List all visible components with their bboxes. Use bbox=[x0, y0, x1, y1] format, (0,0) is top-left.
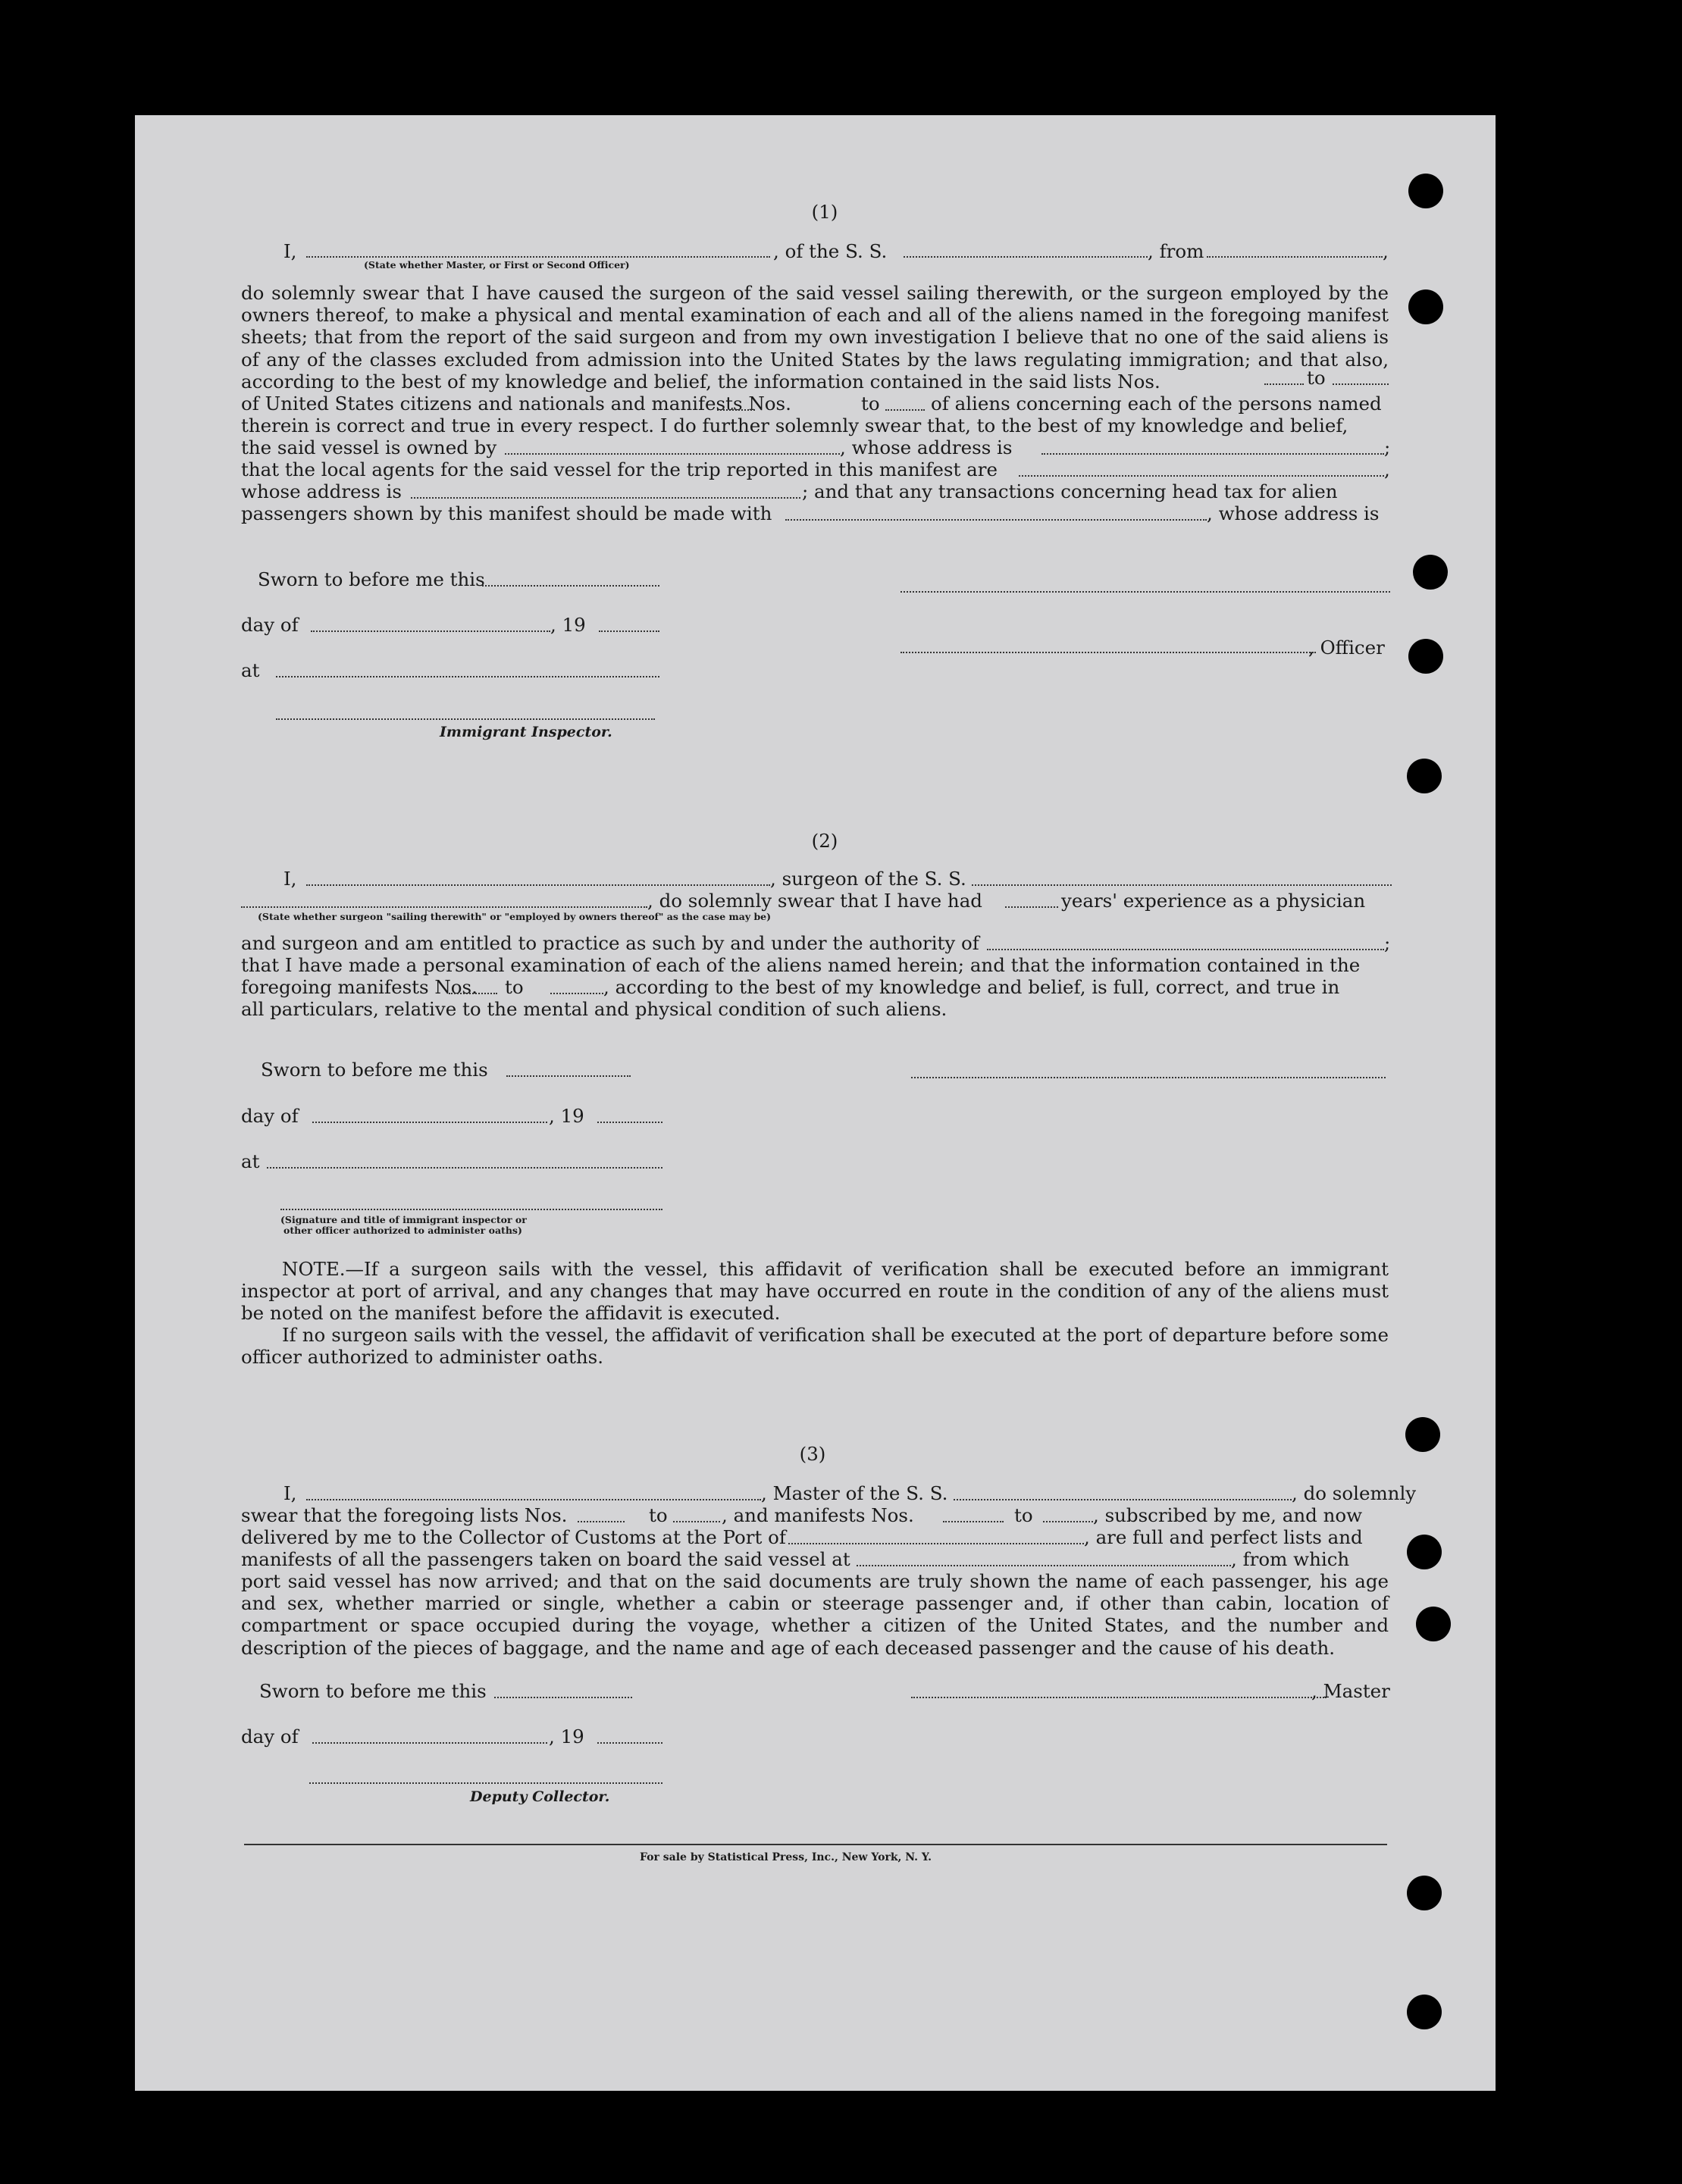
local-agents-field[interactable] bbox=[1019, 475, 1384, 477]
surgeon-vessel-field[interactable] bbox=[972, 884, 1392, 886]
semicolon: ; bbox=[1384, 436, 1391, 458]
from-port-field[interactable] bbox=[1207, 256, 1383, 258]
at-place-field-2[interactable] bbox=[267, 1167, 662, 1169]
label-of-ss: , of the S. S. bbox=[773, 240, 888, 262]
head-tax-contact-field[interactable] bbox=[785, 519, 1207, 521]
binder-hole bbox=[1408, 174, 1443, 208]
do-solemnly-text: , do solemnly bbox=[1292, 1482, 1417, 1504]
local-agents-label: that the local agents for the said vessel for the trip reported in this manifest are bbox=[241, 458, 998, 480]
label-to-4: to bbox=[649, 1504, 668, 1526]
years-experience-text: years' experience as a physician bbox=[1061, 890, 1366, 912]
master-vessel-field[interactable] bbox=[954, 1499, 1292, 1500]
year-field-2[interactable] bbox=[597, 1122, 662, 1123]
port-field[interactable] bbox=[788, 1543, 1084, 1544]
master-label: , Master bbox=[1311, 1680, 1390, 1702]
manifests-from-field[interactable] bbox=[717, 409, 755, 411]
manifests-of-label: manifests of all the passengers taken on board the said vessel at bbox=[241, 1548, 850, 1570]
comma-2: , bbox=[1384, 458, 1390, 480]
signature-hint-2: other officer authorized to administer oaths) bbox=[283, 1225, 522, 1236]
section-2-heading: (2) bbox=[811, 830, 838, 852]
binder-hole bbox=[1416, 1607, 1451, 1641]
subscribed-text: , subscribed by me, and now bbox=[1093, 1504, 1363, 1526]
head-tax-text: ; and that any transactions concerning head tax for alien bbox=[802, 480, 1338, 502]
swear-experience-text: , do solemnly swear that I have had bbox=[647, 890, 982, 912]
section-3-heading: (3) bbox=[799, 1443, 826, 1465]
officer-label: , Officer bbox=[1308, 637, 1385, 659]
at-label-1: at bbox=[241, 659, 260, 681]
lists-to-field[interactable] bbox=[1333, 383, 1389, 385]
officer-name-field[interactable] bbox=[306, 256, 770, 258]
label-i-3: I, bbox=[283, 1482, 297, 1504]
master-signature-field[interactable] bbox=[911, 1697, 1326, 1698]
owner-field[interactable] bbox=[505, 453, 840, 455]
authority-label: and surgeon and am entitled to practice as such by and under the authority of bbox=[241, 932, 979, 954]
oath-paragraph-1: do solemnly swear that I have caused the surgeon of the said vessel sailing therewith, or the surgeon employed by the owners thereof, to make a physical and mental examination of each and all of the aliens named in the foregoing manifest sheets; that from the report of the said surgeon and from my own investigation I believe that no one of the said aliens is of any of the classes excluded from admission into the United States by the laws regulating immigration; and that also, according to the best of my knowledge and belief, the information contained in the said lists Nos. bbox=[241, 282, 1389, 393]
master-manifests-from[interactable] bbox=[943, 1521, 1004, 1522]
day-of-label-2: day of bbox=[241, 1105, 299, 1127]
label-i-2: I, bbox=[283, 868, 297, 890]
day-of-label-3: day of bbox=[241, 1726, 299, 1748]
boarding-port-field[interactable] bbox=[857, 1565, 1231, 1566]
according-text: , according to the best of my knowledge and belief, is full, correct, and true in bbox=[603, 976, 1340, 998]
master-lists-from[interactable] bbox=[578, 1521, 625, 1522]
binder-hole bbox=[1407, 1535, 1442, 1569]
at-label-2: at bbox=[241, 1150, 260, 1172]
authority-field[interactable] bbox=[987, 949, 1384, 950]
year-label-1: , 19 bbox=[550, 614, 586, 636]
binder-hole bbox=[1407, 759, 1442, 793]
master-manifests-to[interactable] bbox=[1043, 1521, 1093, 1522]
binder-hole bbox=[1407, 1995, 1442, 2029]
manifests-to-field[interactable] bbox=[885, 409, 925, 411]
day-of-field-3[interactable] bbox=[312, 1742, 547, 1744]
day-of-field-2[interactable] bbox=[312, 1122, 547, 1123]
label-to: to bbox=[1307, 367, 1326, 389]
citizens-manifests-label: of United States citizens and nationals and manifests Nos. bbox=[241, 393, 791, 415]
foregoing-label: foregoing manifests Nos. bbox=[241, 976, 478, 998]
officer-rank-hint: (State whether Master, or First or Second Officer) bbox=[364, 259, 630, 271]
sworn-label-1: Sworn to before me this bbox=[258, 568, 485, 590]
owned-by-label: the said vessel is owned by bbox=[241, 436, 497, 458]
aliens-concerning-text: of aliens concerning each of the persons named bbox=[931, 393, 1382, 415]
surgeon-manifests-from[interactable] bbox=[449, 993, 497, 994]
immigrant-inspector-label: Immigrant Inspector. bbox=[440, 724, 612, 740]
sworn-date-field-3[interactable] bbox=[494, 1697, 632, 1698]
deputy-collector-label: Deputy Collector. bbox=[470, 1788, 610, 1805]
sworn-date-field-1[interactable] bbox=[482, 585, 659, 587]
year-field-1[interactable] bbox=[599, 630, 659, 632]
agent-address-field[interactable] bbox=[411, 497, 800, 499]
master-lists-to[interactable] bbox=[673, 1521, 720, 1522]
printer-credit: For sale by Statistical Press, Inc., New York, N. Y. bbox=[640, 1851, 932, 1863]
inspector-signature-field-1[interactable] bbox=[276, 718, 655, 720]
owner-address-field[interactable] bbox=[1041, 453, 1384, 455]
from-which-text: , from which bbox=[1231, 1548, 1350, 1570]
comma: , bbox=[1383, 240, 1389, 262]
surgeon-manifests-to[interactable] bbox=[550, 993, 603, 994]
delivered-label: delivered by me to the Collector of Customs at the Port of bbox=[241, 1526, 786, 1548]
master-oath-paragraph: port said vessel has now arrived; and that on the said documents are truly shown the name of each passenger, his age and sex, whether married or single, whether a cabin or steerage passenger and, if other than cabin, location of compartment or space occupied during the voyage, whether a citizen of the United States, and the number and description of the pieces of baggage, and the name and age of each deceased passenger and the cause of his death. bbox=[241, 1570, 1389, 1659]
years-field[interactable] bbox=[1005, 906, 1058, 908]
passengers-label: passengers shown by this manifest should be made with bbox=[241, 502, 772, 524]
all-particulars-text: all particulars, relative to the mental and physical condition of such aliens. bbox=[241, 998, 947, 1020]
surgeon-status-field[interactable] bbox=[241, 906, 647, 908]
master-name-field[interactable] bbox=[306, 1499, 761, 1500]
whose-address-end: , whose address is bbox=[1207, 502, 1380, 524]
surgeon-name-field[interactable] bbox=[306, 884, 770, 886]
sworn-label-2: Sworn to before me this bbox=[261, 1059, 488, 1081]
binder-hole bbox=[1408, 639, 1443, 674]
owner-address-label: , whose address is bbox=[840, 436, 1013, 458]
vessel-name-field[interactable] bbox=[904, 256, 1148, 258]
day-of-field-1[interactable] bbox=[311, 630, 550, 632]
sworn-label-3: Sworn to before me this bbox=[259, 1680, 487, 1702]
officer-signature-top[interactable] bbox=[901, 591, 1390, 593]
label-to-3: to bbox=[505, 976, 524, 998]
manifest-back-page bbox=[135, 115, 1496, 2091]
year-label-3: , 19 bbox=[549, 1726, 584, 1748]
signature-hint-1: (Signature and title of immigrant inspector or bbox=[280, 1214, 527, 1225]
surgeon-status-hint: (State whether surgeon "sailing therewith" or "employed by owners thereof" as the case may be) bbox=[258, 911, 772, 922]
note-paragraph-2: If no surgeon sails with the vessel, the affidavit of verification shall be executed at the port of departure before some officer authorized to administer oaths. bbox=[241, 1324, 1389, 1369]
examination-text: that I have made a personal examination of each of the aliens named herein; and that the information contained in the bbox=[241, 954, 1361, 976]
year-field-3[interactable] bbox=[597, 1742, 662, 1744]
label-i: I, bbox=[283, 240, 297, 262]
semicolon-2: ; bbox=[1384, 932, 1391, 954]
therein-correct-text: therein is correct and true in every respect. I do further solemnly swear that, to the best of my knowledge and belief, bbox=[241, 415, 1348, 436]
binder-hole bbox=[1413, 555, 1448, 590]
inspector-signature-field-2[interactable] bbox=[280, 1209, 662, 1210]
and-manifests-label: , and manifests Nos. bbox=[722, 1504, 914, 1526]
year-label-2: , 19 bbox=[549, 1105, 584, 1127]
footer-rule bbox=[244, 1844, 1387, 1845]
surgeon-signature-field[interactable] bbox=[911, 1077, 1386, 1078]
label-to-2: to bbox=[861, 393, 880, 415]
surgeon-of-label: , surgeon of the S. S. bbox=[770, 868, 966, 890]
officer-signature-field[interactable] bbox=[901, 652, 1316, 653]
binder-hole bbox=[1407, 1876, 1442, 1910]
are-full-text: , are full and perfect lists and bbox=[1084, 1526, 1363, 1548]
lists-from-field[interactable] bbox=[1264, 383, 1304, 385]
agent-address-label: whose address is bbox=[241, 480, 402, 502]
note-paragraph-1: NOTE.—If a surgeon sails with the vessel, this affidavit of verification shall be executed before an immigrant inspector at port of arrival, and any changes that may have occurred en route in the condition of any of the aliens must be noted on the manifest before the affidavit is executed. bbox=[241, 1258, 1389, 1325]
deputy-collector-signature[interactable] bbox=[309, 1782, 662, 1784]
binder-hole bbox=[1405, 1417, 1440, 1452]
binder-hole bbox=[1408, 289, 1443, 324]
label-from: , from bbox=[1148, 240, 1204, 262]
section-1-heading: (1) bbox=[811, 201, 838, 223]
sworn-date-field-2[interactable] bbox=[506, 1075, 631, 1077]
label-to-5: to bbox=[1014, 1504, 1033, 1526]
swear-lists-label: swear that the foregoing lists Nos. bbox=[241, 1504, 568, 1526]
at-place-field-1[interactable] bbox=[276, 676, 659, 677]
master-of-label: , Master of the S. S. bbox=[761, 1482, 948, 1504]
day-of-label-1: day of bbox=[241, 614, 299, 636]
